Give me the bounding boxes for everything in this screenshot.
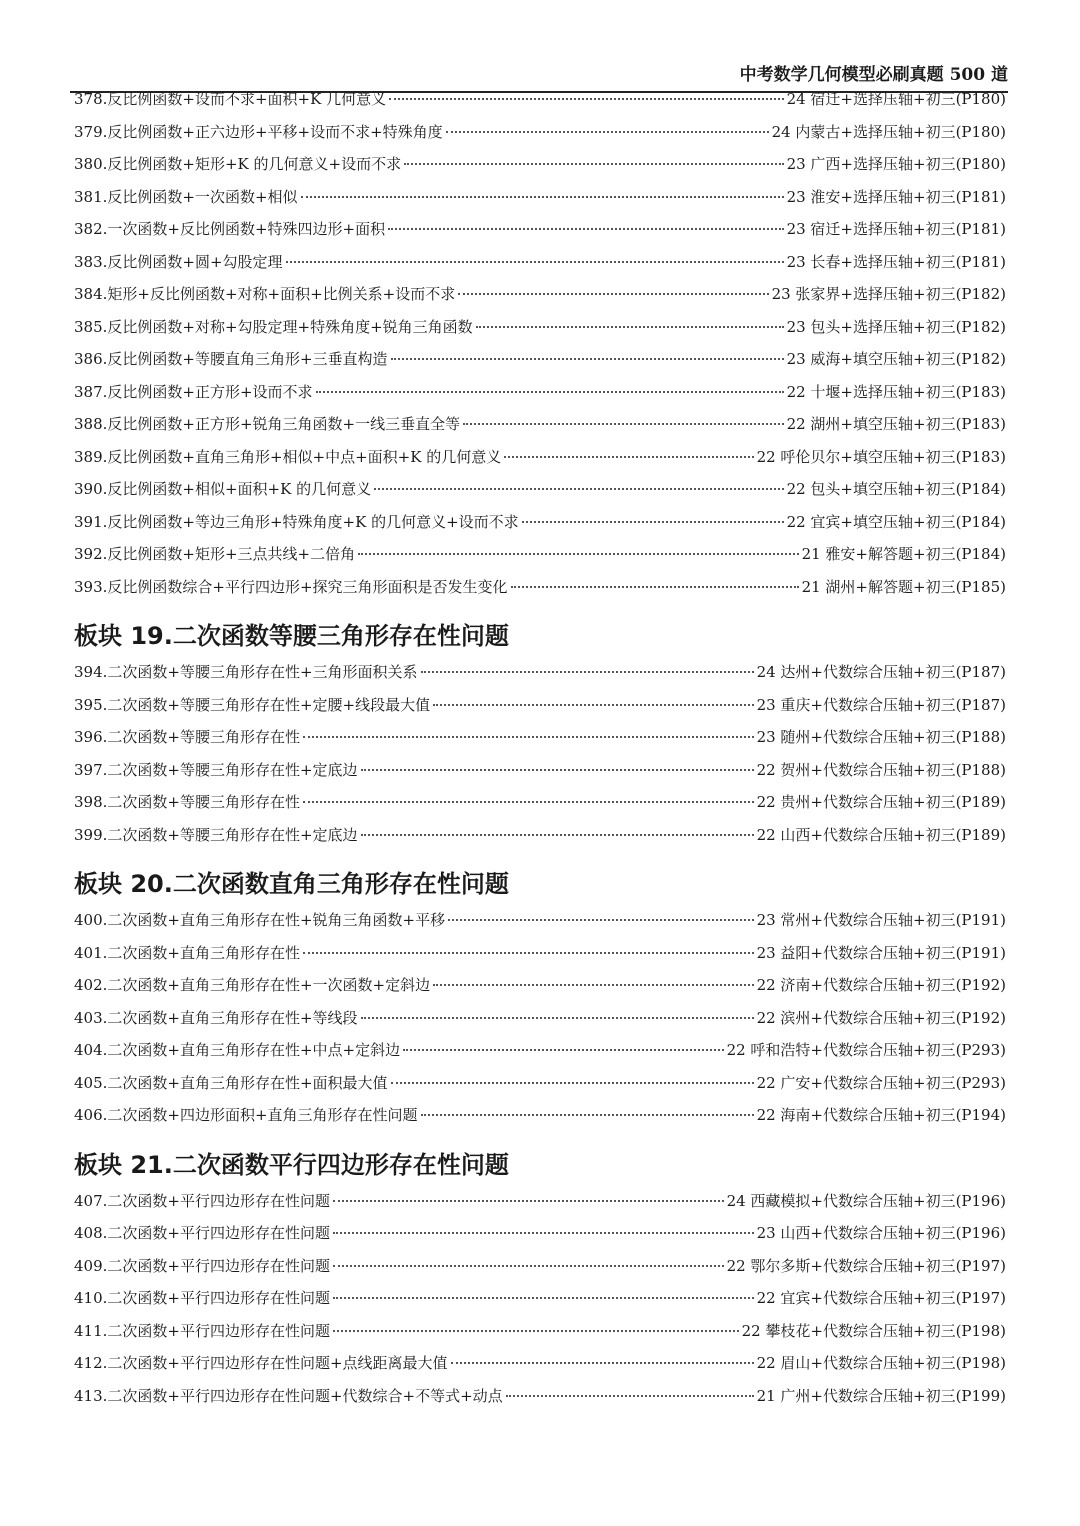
- toc-entry-title: 394.二次函数+等腰三角形存在性+三角形面积关系: [74, 663, 418, 681]
- toc-entry-reference: 23 随州+代数综合压轴+初三(P188): [756, 728, 1006, 746]
- toc-entry[interactable]: [74, 759, 1006, 792]
- dot-leader: [374, 487, 783, 490]
- toc-entry-reference: 24 西藏模拟+代数综合压轴+初三(P196): [726, 1191, 1006, 1210]
- toc-entry-title: 391.反比例函数+等边三角形+特殊角度+K 的几何意义+设而不求: [74, 512, 519, 531]
- toc-entry[interactable]: [74, 1320, 1006, 1353]
- section-20-entries: [74, 909, 1006, 1137]
- dot-leader: [388, 227, 783, 230]
- toc-entry-title: 387.反比例函数+正方形+设而不求: [74, 382, 313, 401]
- toc-entry-title: 401.二次函数+直角三角形存在性: [74, 943, 300, 962]
- toc-entry[interactable]: [74, 88, 1006, 121]
- toc-entry-title: 412.二次函数+平行四边形存在性问题+点线距离最大值: [74, 1354, 448, 1372]
- toc-entry[interactable]: [74, 511, 1006, 544]
- toc-entry-reference: 24 达州+代数综合压轴+初三(P187): [756, 663, 1006, 681]
- toc-entry[interactable]: [74, 348, 1006, 381]
- toc-entry[interactable]: [74, 283, 1006, 316]
- dot-leader: [361, 1016, 754, 1019]
- toc-entry-title: 397.二次函数+等腰三角形存在性+定底边: [74, 760, 358, 779]
- toc-entry-reference: 23 包头+选择压轴+初三(P182): [786, 317, 1006, 336]
- toc-entry[interactable]: [74, 942, 1006, 975]
- toc-entry[interactable]: [74, 1007, 1006, 1040]
- dot-leader: [446, 130, 769, 133]
- toc-entry-title: 408.二次函数+平行四边形存在性问题: [74, 1224, 330, 1242]
- toc-entry-reference: 21 雅安+解答题+初三(P184): [801, 545, 1006, 563]
- toc-entry-reference: 23 山西+代数综合压轴+初三(P196): [756, 1224, 1006, 1242]
- dot-leader: [389, 97, 783, 100]
- toc-entry[interactable]: [74, 381, 1006, 414]
- toc-entry-reference: 23 威海+填空压轴+初三(P182): [786, 350, 1006, 368]
- dot-leader: [333, 1329, 739, 1332]
- dot-leader: [433, 983, 753, 986]
- dot-leader: [506, 1394, 754, 1397]
- toc-entry-reference: 24 宿迁+选择压轴+初三(P180): [786, 90, 1006, 108]
- toc-entry-title: 413.二次函数+平行四边形存在性问题+代数综合+不等式+动点: [74, 1386, 503, 1405]
- dot-leader: [403, 1048, 723, 1051]
- toc-entry-title: 380.反比例函数+矩形+K 的几何意义+设而不求: [74, 155, 402, 173]
- toc-entry-reference: 23 重庆+代数综合压轴+初三(P187): [756, 695, 1006, 714]
- toc-entry[interactable]: [74, 576, 1006, 609]
- toc-entry-reference: 22 呼和浩特+代数综合压轴+初三(P293): [726, 1041, 1006, 1059]
- toc-entry-title: 383.反比例函数+圆+勾股定理: [74, 252, 283, 271]
- toc-entry-title: 384.矩形+反比例函数+对称+面积+比例关系+设而不求: [74, 285, 456, 303]
- toc-entry-title: 388.反比例函数+正方形+锐角三角函数+一线三垂直全等: [74, 415, 461, 433]
- toc-entry-title: 378.反比例函数+设而不求+面积+K 几何意义: [74, 90, 387, 108]
- toc-entry[interactable]: [74, 186, 1006, 219]
- toc-entry[interactable]: [74, 218, 1006, 251]
- toc-entry-reference: 24 内蒙古+选择压轴+初三(P180): [771, 122, 1006, 141]
- toc-entry[interactable]: [74, 1385, 1006, 1418]
- toc-entry-reference: 22 海南+代数综合压轴+初三(P194): [756, 1106, 1006, 1124]
- dot-leader: [303, 800, 754, 803]
- toc-entry-title: 392.反比例函数+矩形+三点共线+二倍角: [74, 545, 356, 563]
- toc-entry-reference: 22 宜宾+代数综合压轴+初三(P197): [756, 1289, 1006, 1307]
- toc-entry-reference: 22 包头+填空压轴+初三(P184): [786, 480, 1006, 498]
- section-20: [74, 864, 1006, 1137]
- dot-leader: [391, 357, 784, 360]
- toc-entry[interactable]: [74, 1255, 1006, 1288]
- dot-leader: [448, 918, 753, 921]
- toc-entry-reference: 22 滨州+代数综合压轴+初三(P192): [756, 1008, 1006, 1027]
- toc-entry[interactable]: [74, 1222, 1006, 1255]
- toc-entry-reference: 23 广西+选择压轴+初三(P180): [786, 155, 1006, 173]
- toc-content: [74, 88, 1006, 1417]
- dot-leader: [458, 292, 768, 295]
- toc-entry[interactable]: [74, 726, 1006, 759]
- toc-entry[interactable]: [74, 446, 1006, 479]
- dot-leader: [404, 162, 783, 165]
- toc-entry-title: 407.二次函数+平行四边形存在性问题: [74, 1191, 330, 1210]
- toc-entry[interactable]: [74, 1287, 1006, 1320]
- toc-entry[interactable]: [74, 1190, 1006, 1223]
- toc-entry-title: 403.二次函数+直角三角形存在性+等线段: [74, 1008, 358, 1027]
- toc-entry-title: 385.反比例函数+对称+勾股定理+特殊角度+锐角三角函数: [74, 317, 473, 336]
- dot-leader: [451, 1361, 754, 1364]
- dot-leader: [433, 703, 753, 706]
- toc-entry-reference: 22 呼伦贝尔+填空压轴+初三(P183): [756, 447, 1006, 466]
- book-title: 中考数学几何模型必刷真题 500 道: [739, 65, 1008, 85]
- toc-entry[interactable]: [74, 694, 1006, 727]
- section-19-entries: [74, 661, 1006, 856]
- toc-entry[interactable]: [74, 478, 1006, 511]
- section-heading: 板块 21.二次函数平行四边形存在性问题: [74, 1150, 509, 1179]
- toc-entry[interactable]: [74, 543, 1006, 576]
- toc-entry[interactable]: [74, 1104, 1006, 1137]
- toc-entry-reference: 22 攀枝花+代数综合压轴+初三(P198): [741, 1321, 1006, 1340]
- toc-entry[interactable]: [74, 974, 1006, 1007]
- section-heading: 板块 19.二次函数等腰三角形存在性问题: [74, 622, 509, 650]
- toc-entry-reference: 22 鄂尔多斯+代数综合压轴+初三(P197): [726, 1256, 1006, 1275]
- section-list: [74, 616, 1006, 1417]
- dot-leader: [316, 390, 784, 393]
- toc-entry[interactable]: [74, 909, 1006, 942]
- toc-entry-reference: 23 张家界+选择压轴+初三(P182): [771, 285, 1006, 303]
- toc-entry-reference: 22 山西+代数综合压轴+初三(P189): [756, 825, 1006, 844]
- toc-entry-title: 398.二次函数+等腰三角形存在性: [74, 793, 300, 811]
- dot-leader: [301, 195, 784, 198]
- toc-entry-title: 402.二次函数+直角三角形存在性+一次函数+定斜边: [74, 976, 431, 994]
- dot-leader: [361, 768, 754, 771]
- toc-entry-reference: 22 贵州+代数综合压轴+初三(P189): [756, 793, 1006, 811]
- section-21-entries: [74, 1190, 1006, 1418]
- toc-entry-reference: 22 宜宾+填空压轴+初三(P184): [786, 512, 1006, 531]
- section-heading: 板块 20.二次函数直角三角形存在性问题: [74, 870, 509, 898]
- toc-entry-title: 390.反比例函数+相似+面积+K 的几何意义: [74, 480, 372, 498]
- toc-entry-reference: 23 益阳+代数综合压轴+初三(P191): [756, 943, 1006, 962]
- dot-leader: [476, 325, 784, 328]
- dot-leader: [421, 1113, 754, 1116]
- toc-entry-reference: 23 宿迁+选择压轴+初三(P181): [786, 220, 1006, 238]
- toc-entry-reference: 21 广州+代数综合压轴+初三(P199): [756, 1386, 1006, 1405]
- section-19: [74, 616, 1006, 856]
- toc-entry-reference: 22 贺州+代数综合压轴+初三(P188): [756, 760, 1006, 779]
- toc-entry-title: 395.二次函数+等腰三角形存在性+定腰+线段最大值: [74, 695, 431, 714]
- toc-entry[interactable]: [74, 1039, 1006, 1072]
- toc-entry-reference: 22 济南+代数综合压轴+初三(P192): [756, 976, 1006, 994]
- toc-entry-reference: 23 长春+选择压轴+初三(P181): [786, 252, 1006, 271]
- toc-entry[interactable]: [74, 1072, 1006, 1105]
- toc-entry-title: 404.二次函数+直角三角形存在性+中点+定斜边: [74, 1041, 401, 1059]
- toc-entry-title: 381.反比例函数+一次函数+相似: [74, 187, 298, 206]
- toc-entry[interactable]: [74, 661, 1006, 694]
- toc-entry[interactable]: [74, 153, 1006, 186]
- toc-entry-title: 382.一次函数+反比例函数+特殊四边形+面积: [74, 220, 386, 238]
- toc-entry-reference: 23 淮安+选择压轴+初三(P181): [786, 187, 1006, 206]
- toc-entry[interactable]: [74, 1352, 1006, 1385]
- toc-entry-title: 405.二次函数+直角三角形存在性+面积最大值: [74, 1073, 388, 1092]
- dot-leader: [358, 552, 798, 555]
- dot-leader: [303, 735, 754, 738]
- intro-list: [74, 88, 1006, 608]
- toc-entry-title: 386.反比例函数+等腰直角三角形+三垂直构造: [74, 350, 388, 368]
- dot-leader: [303, 951, 754, 954]
- toc-entry[interactable]: [74, 121, 1006, 154]
- toc-entry-reference: 23 常州+代数综合压轴+初三(P191): [756, 911, 1006, 929]
- toc-entry-title: 400.二次函数+直角三角形存在性+锐角三角函数+平移: [74, 911, 446, 929]
- toc-entry-reference: 22 湖州+填空压轴+初三(P183): [786, 415, 1006, 433]
- toc-entry-reference: 22 眉山+代数综合压轴+初三(P198): [756, 1354, 1006, 1372]
- dot-leader: [522, 520, 784, 523]
- dot-leader: [504, 455, 753, 458]
- toc-entry-title: 399.二次函数+等腰三角形存在性+定底边: [74, 825, 358, 844]
- dot-leader: [361, 833, 754, 836]
- toc-entry-title: 379.反比例函数+正六边形+平移+设而不求+特殊角度: [74, 122, 443, 141]
- dot-leader: [463, 422, 783, 425]
- toc-entry-title: 389.反比例函数+直角三角形+相似+中点+面积+K 的几何意义: [74, 447, 502, 466]
- dot-leader: [333, 1264, 724, 1267]
- dot-leader: [421, 670, 754, 673]
- toc-entry[interactable]: [74, 316, 1006, 349]
- dot-leader: [391, 1081, 754, 1084]
- toc-entry-reference: 22 广安+代数综合压轴+初三(P293): [756, 1073, 1006, 1092]
- dot-leader: [333, 1199, 724, 1202]
- toc-entry-reference: 21 湖州+解答题+初三(P185): [801, 577, 1006, 596]
- toc-entry[interactable]: [74, 824, 1006, 857]
- dot-leader: [333, 1296, 754, 1299]
- toc-entry[interactable]: [74, 251, 1006, 284]
- toc-entry-title: 406.二次函数+四边形面积+直角三角形存在性问题: [74, 1106, 418, 1124]
- toc-entry[interactable]: [74, 791, 1006, 824]
- dot-leader: [333, 1231, 754, 1234]
- toc-entry-title: 409.二次函数+平行四边形存在性问题: [74, 1256, 330, 1275]
- toc-entry[interactable]: [74, 413, 1006, 446]
- toc-entry-title: 410.二次函数+平行四边形存在性问题: [74, 1289, 330, 1307]
- toc-entry-title: 411.二次函数+平行四边形存在性问题: [74, 1321, 330, 1340]
- toc-entry-reference: 22 十堰+选择压轴+初三(P183): [786, 382, 1006, 401]
- dot-leader: [511, 585, 799, 588]
- toc-entry-title: 396.二次函数+等腰三角形存在性: [74, 728, 300, 746]
- dot-leader: [286, 260, 784, 263]
- section-21: [74, 1145, 1006, 1418]
- toc-entry-title: 393.反比例函数综合+平行四边形+探究三角形面积是否发生变化: [74, 577, 508, 596]
